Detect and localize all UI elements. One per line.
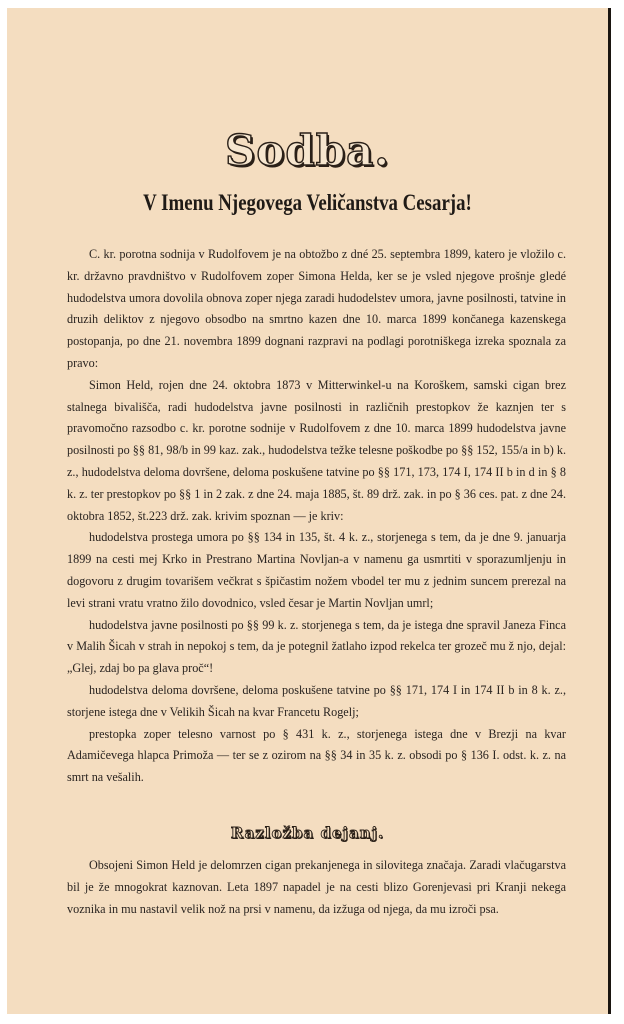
document-subtitle: V Imenu Njegovega Veličanstva Cesarja! bbox=[143, 190, 472, 215]
facts-body bbox=[67, 854, 566, 920]
section-heading: Razložba dejanj. bbox=[230, 824, 385, 842]
paragraph-defendant: Simon Held, rojen dne 24. oktobra 1873 v Mitterwinkel-u na Koroškem, samski cigan brez stalnega bivališča, radi hudodelstva javne posilnosti in različnih prestopkov že kaznjen ter s pravomočno razsodbo c. kr. porotne sodnije v Rudolfovem z dne 10. marca 1899 hudodelstva javne posilnosti po §§ 81, 98/b in 99 kaz. zak., hudodelstva težke telesne poškodbe po §§ 152, 155/a in b) k. z., hudodelstva deloma dovršene, deloma poskušene tatvine po §§ 171, 173, 174 I, 174 II b in d in § 8 k. z. ter prestopkov po §§ 1 in 2 zak. z dne 24. maja 1885, št. 89 drž. zak. in po § 36 ces. pat. z dne 24. oktobra 1852, št.223 drž. zak. krivim spoznan — je kriv: bbox=[67, 377, 566, 523]
paragraph-murder: hudodelstva prostega umora po §§ 134 in 135, št. 4 k. z., storjenega s tem, da je dne 9. januarja 1899 na cesti mej Krko in Prestrano Martina Novljan-a v namenu ga usmrtiti v sporazumljenju in dogovoru z drugim tovarišem večkrat s špičastim nožem vbodel ter mu z jednim suncem prerezal na levi strani vratu vratno žilo dovodnico, vsled česar je Martin Novljan umrl; bbox=[67, 530, 566, 610]
verdict-body bbox=[67, 244, 566, 789]
paragraph-sentence: prestopka zoper telesno varnost po § 431 k. z., storjenega istega dne v Brezji na kvar Adamičevega hlapca Primoža — ter se z ozirom na §§ 34 in 35 k. z. obsodi po § 136 I. odst. k. z. na smrt na vešalih. bbox=[67, 726, 566, 785]
document-title: Sodba. bbox=[225, 126, 390, 175]
paragraph-theft: hudodelstva deloma dovršene, deloma poskušene tatvine po §§ 171, 174 I in 174 II b in 8 k. z., storjene istega dne v Velikih Šicah na kvar Francetu Rogelj; bbox=[67, 682, 566, 719]
paragraph-violence: hudodelstva javne posilnosti po §§ 99 k. z. storjenega s tem, da je istega dne spravil Janeza Finca v Malih Šicah v strah in nepokoj s tem, da je potegnil žatlaho izpod rekelca ter grozeč mu ž njo, dejal: „Glej, zdaj bo pa glava proč“! bbox=[67, 617, 566, 676]
paragraph-intro: C. kr. porotna sodnija v Rudolfovem je na obtožbo z dné 25. septembra 1899, katero je vložilo c. kr. državno pravdništvo v Rudolfovem zoper Simona Helda, ker se je vsled njegove prošnje gledé hudodelstva umora dovolila obnova zoper njega zaradi hudodelstev umora, javne posilnosti, tatvine in druzih deliktov z njegovo obsodbo na smrtno kazen dne 10. marca 1899 končanega kazenskega postopanja, po dne 21. novembra 1899 dognani razpravi na podlagi porotniškega izreka spoznala za pravo: bbox=[67, 247, 566, 370]
document-page bbox=[7, 8, 611, 1014]
paragraph-facts: Obsojeni Simon Held je delomrzen cigan prekanjenega in silovitega značaja. Zaradi vlačugarstva bil je že mnogokrat kaznovan. Leta 1897 napadel je na cesti blizo Gorenjevasi pri Kranji nekega voznika in mu nastavil velik nož na prsi v namenu, da izžuga od njega, da mu izroči psa. bbox=[67, 858, 566, 916]
